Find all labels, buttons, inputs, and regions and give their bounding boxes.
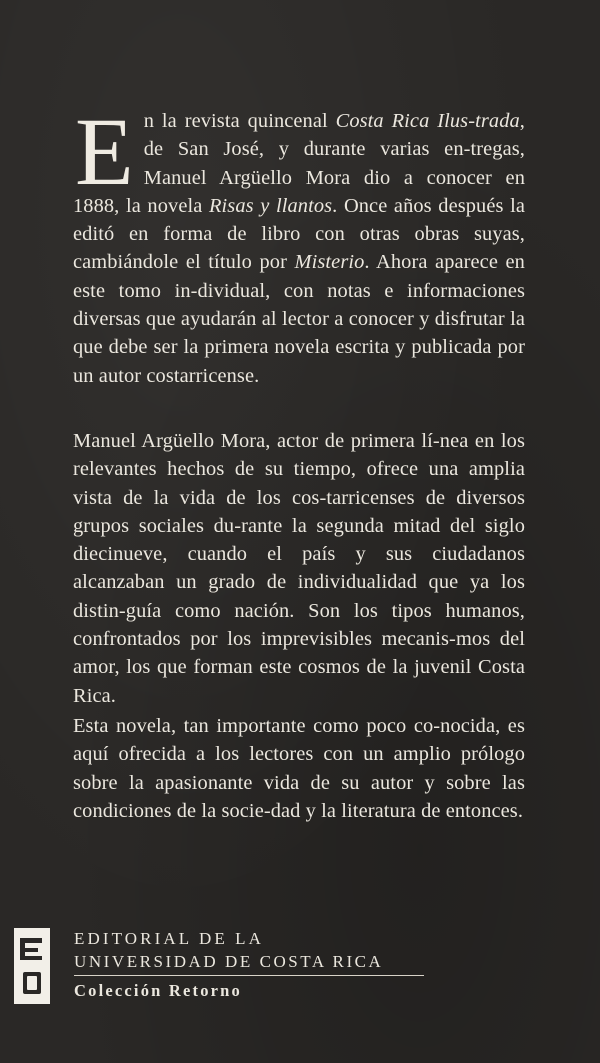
intro-segment: . Once años después la editó en forma de libro con otras obras suyas, cambiándole el título por (73, 194, 526, 274)
book-title: Misterio (294, 251, 365, 274)
intro-segment: , de San José, y durante varias en-tregas, Manuel Argüello Mora dio a conocer en 1888, la novela (73, 110, 525, 217)
novel-title: Risas y llantos (208, 194, 333, 217)
publisher-block (0, 925, 600, 1015)
divider (74, 975, 424, 976)
collection-name: Colección Retorno (74, 981, 242, 1000)
publisher-name-line1: EDITORIAL DE LA (74, 929, 265, 948)
paragraph-author: Manuel Argüello Mora, actor de primera lí-nea en los relevantes hechos de su tiempo, ofrece una amplia vista de la vida de los cos-tarricenses de diversos grupos sociales du-rante la segunda mitad del siglo diecinueve, cuando el país y sus ciudadanos alcanzaban un grado de individualidad que ya los distin-guía como nación. Son los tipos humanos, confrontados por los imprevisibles mecanis-mos del amor, los que forman este cosmos de la juvenil Costa Rica. (73, 430, 525, 707)
intro-segment: . Ahora aparece en este tomo in-dividual, con notas e informaciones diversas que ayudarán al lector a conocer y disfrutar la que debe ser la primera novela escrita y publicada por un autor costarricense. (73, 251, 525, 387)
magazine-title: Costa Rica Ilus-trada (335, 110, 520, 132)
drop-cap: E (75, 98, 134, 205)
paragraph-closing: Esta novela, tan importante como poco co-nocida, es aquí ofrecida a los lectores con un amplio prólogo sobre la apasionante vida de su autor y sobre las condiciones de la socie-dad y la literatura de entonces. (73, 715, 525, 822)
publisher-name-line2: UNIVERSIDAD DE COSTA RICA (74, 952, 384, 971)
intro-segment: n la revista quincenal (143, 110, 336, 132)
euc-logo-icon (14, 928, 50, 1004)
paragraph-intro (73, 98, 526, 390)
